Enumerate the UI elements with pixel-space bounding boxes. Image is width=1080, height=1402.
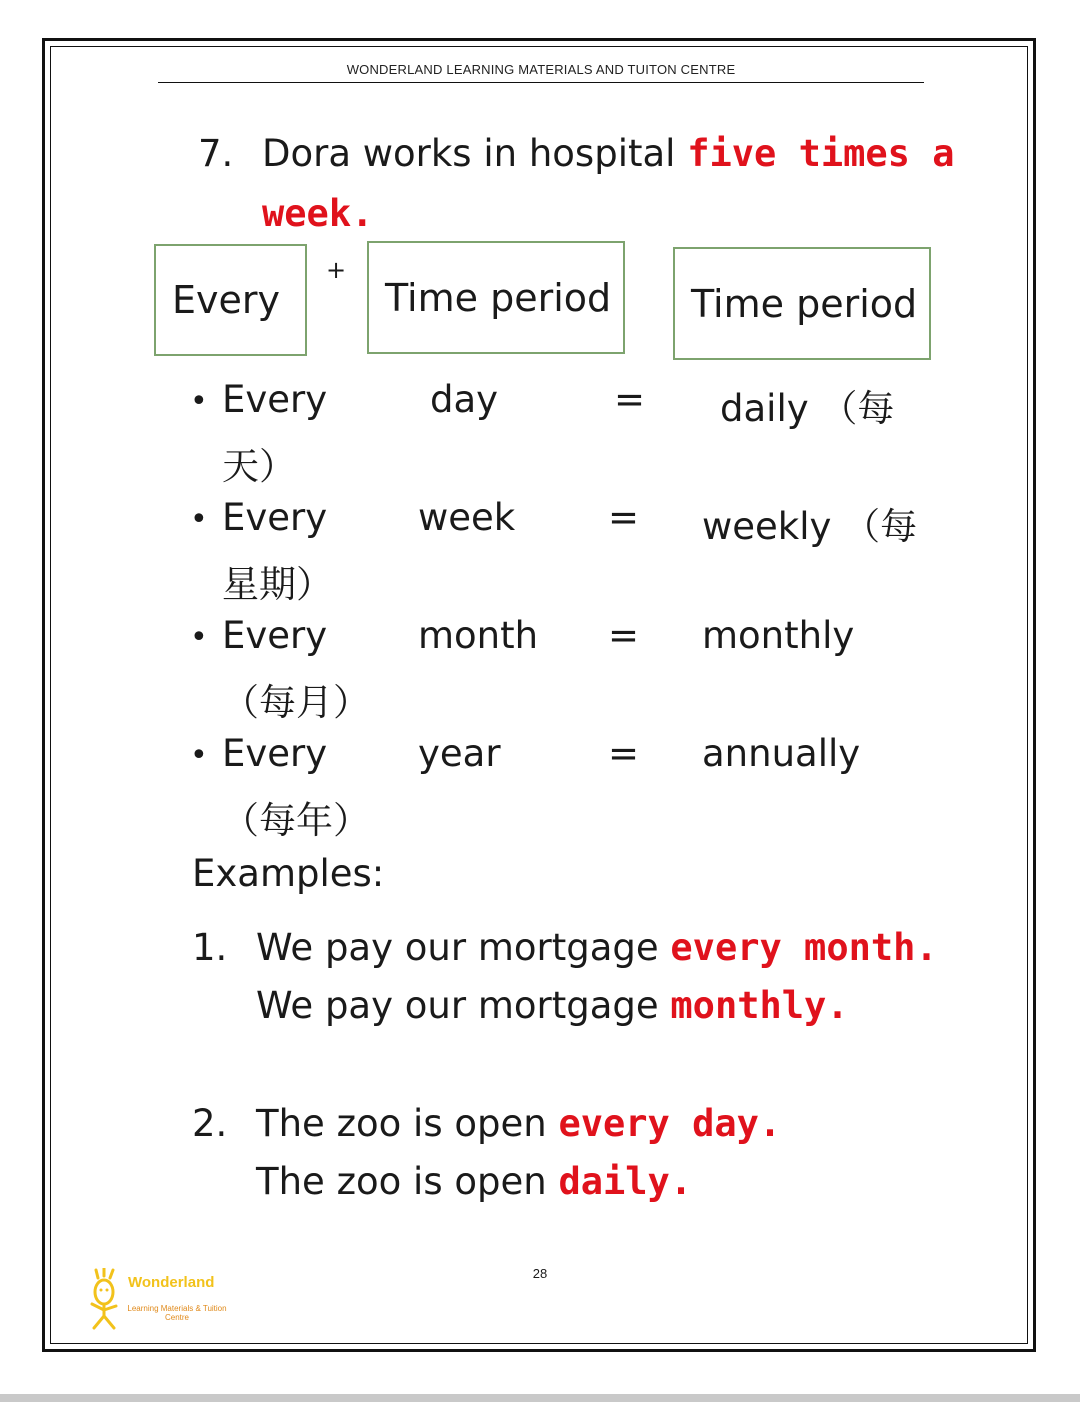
example-line [256, 1102, 781, 1145]
example-number: 1. [192, 926, 228, 969]
bullet-icon: • [190, 738, 208, 773]
example-line [256, 926, 938, 969]
rule-result [720, 378, 894, 432]
bullet-icon: • [190, 502, 208, 537]
rule-equals: = [608, 496, 640, 539]
examples-heading: Examples: [192, 852, 385, 895]
wonderland-logo [86, 1268, 246, 1330]
rule-equals: = [608, 614, 640, 657]
rule-result-word: annually [702, 732, 861, 775]
rule-every: Every [222, 614, 328, 657]
page-number: 28 [532, 1266, 548, 1281]
example-number: 2. [192, 1102, 228, 1145]
rule-every: Every [222, 378, 328, 421]
formula-box-result [673, 247, 931, 360]
example-text: The zoo is open [256, 1160, 559, 1203]
logo-subtitle: Learning Materials & Tuition Centre [127, 1304, 227, 1322]
rule-every: Every [222, 732, 328, 775]
bullet-icon: • [190, 620, 208, 655]
formula-plus: + [326, 256, 347, 284]
rule-chinese-part-b: 星期） [222, 563, 333, 606]
logo-name: Wonderland [128, 1274, 215, 1291]
question-number: 7. [198, 132, 234, 175]
example-highlight: daily. [558, 1160, 693, 1203]
bottom-bar [0, 1394, 1080, 1402]
rule-equals: = [608, 732, 640, 775]
question-text: Dora works in hospital [262, 132, 688, 175]
example-highlight: every month. [670, 926, 938, 969]
rule-chinese-part-b: （每年） [222, 799, 370, 842]
rule-every: Every [222, 496, 328, 539]
rule-period: week [418, 496, 516, 539]
example-line [256, 984, 849, 1027]
rule-chinese-part-a: （每 [843, 505, 918, 548]
formula-box-every [154, 244, 307, 356]
mascot-icon [86, 1268, 126, 1330]
example-text: We pay our mortgage [256, 926, 671, 969]
header-rule [158, 82, 924, 83]
rule-chinese-part-a: （每 [820, 387, 895, 430]
bullet-icon: • [190, 384, 208, 419]
formula-box-every-label: Every [172, 278, 280, 322]
page-header: WONDERLAND LEARNING MATERIALS AND TUITON CENTRE [346, 62, 736, 77]
rule-result-word: daily [720, 387, 809, 430]
example-line [256, 1160, 692, 1203]
rule-result-word: weekly [702, 505, 832, 548]
example-text: We pay our mortgage [256, 984, 671, 1027]
rule-period: year [418, 732, 501, 775]
rule-period: month [418, 614, 539, 657]
rule-result [702, 496, 917, 550]
rule-period: day [430, 378, 499, 421]
example-highlight: monthly. [670, 984, 849, 1027]
formula-box-time-period [367, 241, 625, 354]
rule-equals: = [614, 378, 646, 421]
example-text: The zoo is open [256, 1102, 559, 1145]
rule-result-word: monthly [702, 614, 855, 657]
formula-box-time-period-label: Time period [385, 275, 612, 320]
question-sentence [262, 132, 955, 175]
question-highlight-line1: five times a [687, 132, 955, 175]
example-highlight: every day. [558, 1102, 782, 1145]
question-highlight-line2: week. [262, 192, 374, 235]
rule-chinese-part-b: （每月） [222, 681, 370, 724]
formula-box-result-label: Time period [691, 281, 918, 326]
rule-chinese-part-b: 天） [222, 445, 296, 488]
